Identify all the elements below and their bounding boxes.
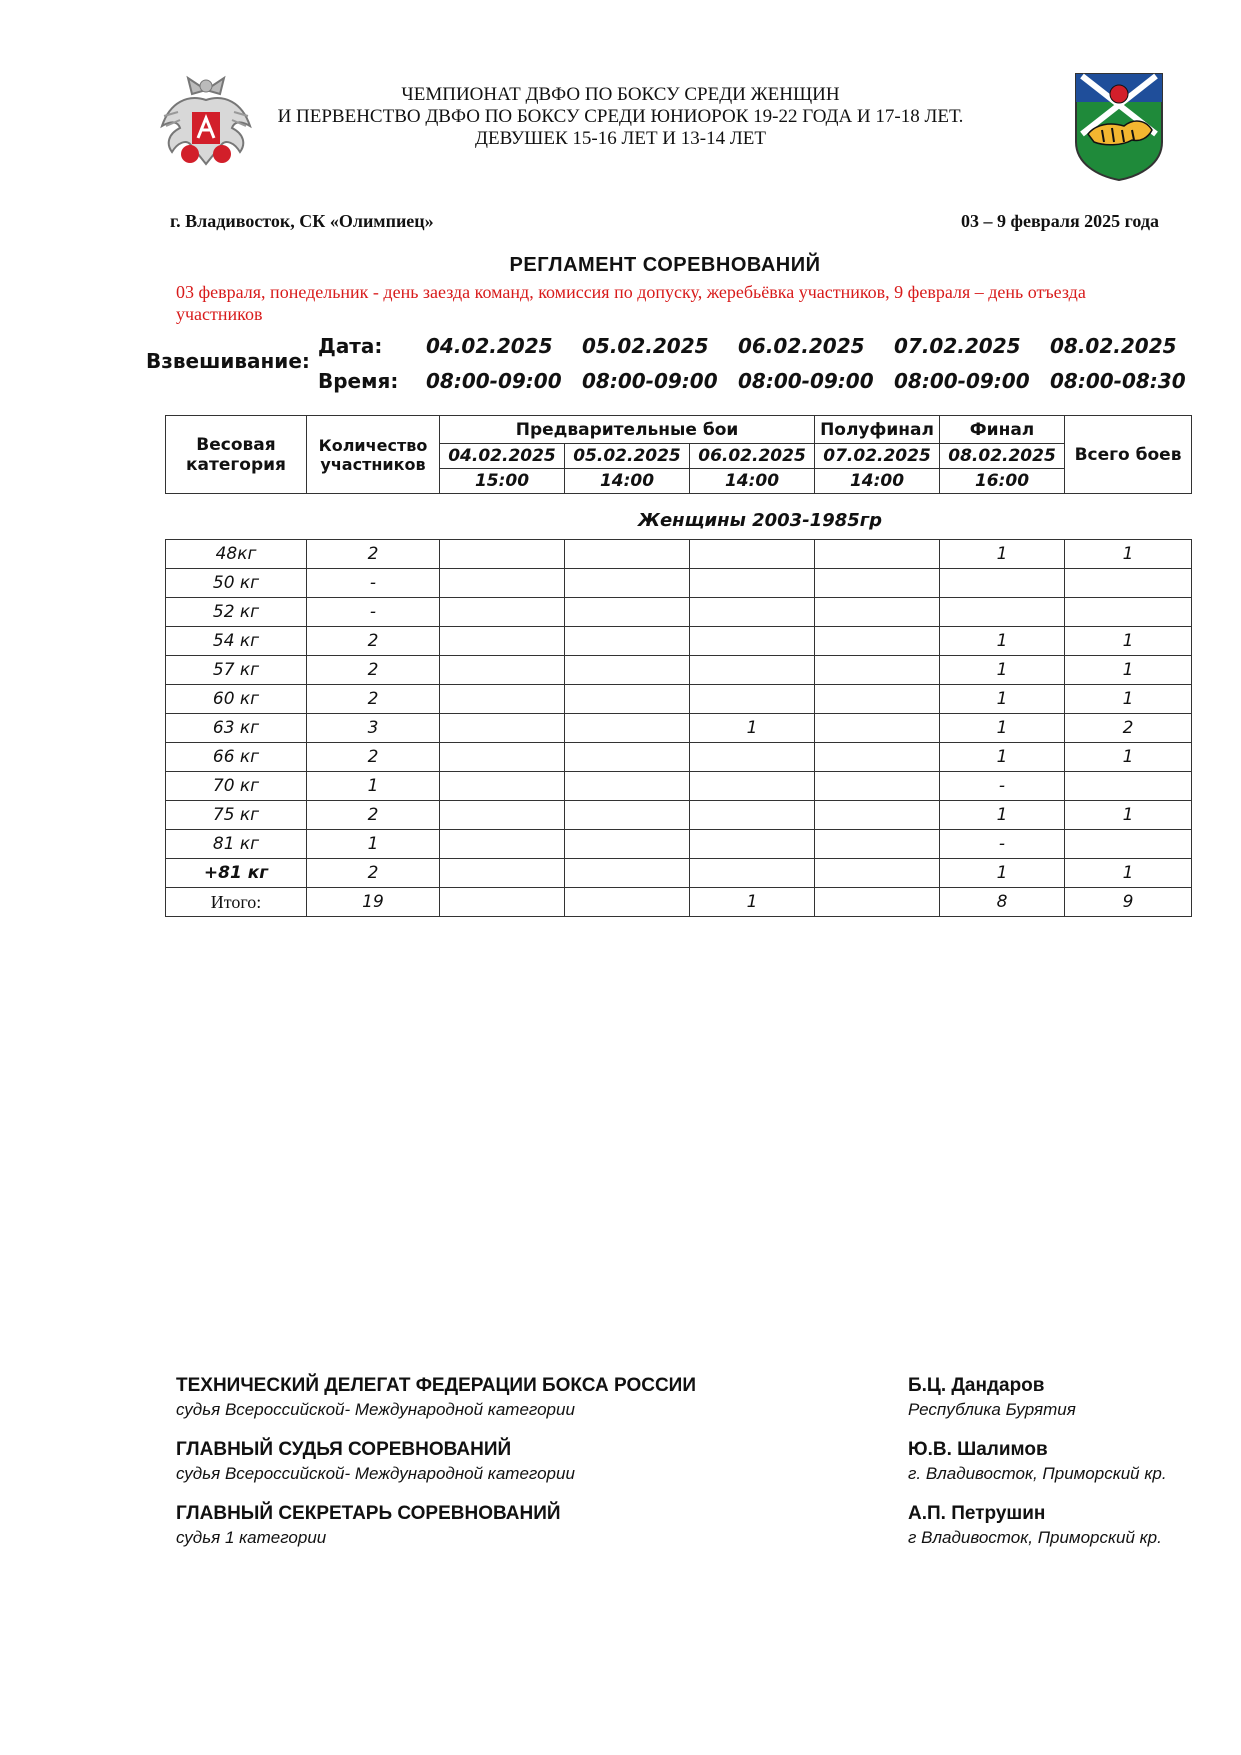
total-cell: 1: [1065, 801, 1192, 830]
final-cell: 1: [940, 540, 1065, 569]
count-cell: 2: [307, 743, 440, 772]
prelim-cell: [565, 743, 690, 772]
prelim-cell: [690, 772, 815, 801]
prelim-cell: [690, 569, 815, 598]
signature-place: г. Владивосток, Приморский кр.: [908, 1464, 1167, 1483]
prelim-cell: [565, 714, 690, 743]
table-row: [166, 540, 1192, 569]
semifinal-cell: [815, 714, 940, 743]
signature-block: [176, 1503, 561, 1548]
count-cell: 2: [307, 801, 440, 830]
signature-role: ГЛАВНЫЙ СЕКРЕТАРЬ СОРЕВНОВАНИЙ: [176, 1503, 561, 1524]
count-cell: 3: [307, 714, 440, 743]
count-cell: 2: [307, 540, 440, 569]
signature-name: Ю.В. Шалимов: [908, 1439, 1048, 1460]
weighin-date: 07.02.2025: [894, 334, 1021, 358]
prelim-cell: [690, 540, 815, 569]
total-cell: 1: [1065, 540, 1192, 569]
signature-subtitle: судья Всероссийской- Международной категории: [176, 1400, 575, 1419]
final-cell: 1: [940, 627, 1065, 656]
header-participant-count: Количество участников: [307, 416, 440, 494]
prelim-cell: [565, 859, 690, 888]
final-cell: 1: [940, 801, 1065, 830]
weight-cell: 48кг: [166, 540, 307, 569]
prelim-cell: [440, 888, 565, 917]
signature-block: [908, 1375, 1076, 1420]
total-cell: [1065, 598, 1192, 627]
weighin-dates-row: [0, 334, 1241, 360]
weighin-time: 08:00-09:00: [582, 369, 718, 393]
total-cell: [1065, 772, 1192, 801]
weighin-time: 08:00-09:00: [894, 369, 1030, 393]
table-row: [166, 569, 1192, 598]
final-cell: [940, 569, 1065, 598]
signature-subtitle: судья Всероссийской- Международной категории: [176, 1464, 575, 1483]
prelim-cell: [690, 685, 815, 714]
prelim-cell: [440, 598, 565, 627]
prelim-cell: 1: [690, 714, 815, 743]
final-cell: 1: [940, 714, 1065, 743]
prelim-cell: [440, 656, 565, 685]
prelim-cell: [565, 540, 690, 569]
signature-place: Республика Бурятия: [908, 1400, 1076, 1419]
signature-subtitle: судья 1 категории: [176, 1528, 327, 1547]
count-cell: 1: [307, 772, 440, 801]
header-time: 14:00: [690, 469, 815, 494]
weight-cell: 63 кг: [166, 714, 307, 743]
total-cell: 1: [1065, 627, 1192, 656]
weighin-date: 06.02.2025: [738, 334, 865, 358]
signature-block: [176, 1375, 696, 1420]
semifinal-cell: [815, 859, 940, 888]
table-row: [166, 714, 1192, 743]
table-row: [166, 598, 1192, 627]
header-date: 07.02.2025: [815, 444, 940, 469]
weight-cell: 57 кг: [166, 656, 307, 685]
signature-name: А.П. Петрушин: [908, 1503, 1046, 1524]
total-label: Итого:: [166, 888, 307, 917]
total-cell: 1: [1065, 859, 1192, 888]
count-cell: 2: [307, 627, 440, 656]
final-cell: 1: [940, 743, 1065, 772]
header-time: 15:00: [440, 469, 565, 494]
signature-block: [176, 1439, 575, 1484]
header-weight-category: Весовая категория: [166, 416, 307, 494]
weight-cell: 54 кг: [166, 627, 307, 656]
final-cell: 1: [940, 685, 1065, 714]
total-cell: 1: [1065, 743, 1192, 772]
signature-role: ГЛАВНЫЙ СУДЬЯ СОРЕВНОВАНИЙ: [176, 1439, 512, 1460]
table-row: [166, 801, 1192, 830]
prelim-cell: [440, 714, 565, 743]
prelim-cell: [690, 627, 815, 656]
signature-block: [908, 1503, 1162, 1548]
weighin-date: 05.02.2025: [582, 334, 709, 358]
regulation-title: РЕГЛАМЕНТ СОРЕВНОВАНИЙ: [509, 254, 821, 276]
prelim-cell: [440, 830, 565, 859]
weighin-time: 08:00-08:30: [1050, 369, 1186, 393]
semifinal-cell: [815, 569, 940, 598]
prelim-cell: [440, 569, 565, 598]
prelim-cell: [690, 830, 815, 859]
final-cell: -: [940, 772, 1065, 801]
semifinal-cell: [815, 656, 940, 685]
header-time: 16:00: [940, 469, 1065, 494]
weight-cell: 52 кг: [166, 598, 307, 627]
weighin-time-label: Время:: [318, 369, 399, 393]
table-row: [166, 685, 1192, 714]
semifinal-cell: [815, 743, 940, 772]
weight-cell: 75 кг: [166, 801, 307, 830]
weighin-time: 08:00-09:00: [426, 369, 562, 393]
semifinal-cell: [815, 801, 940, 830]
schedule-header-table: [165, 415, 1192, 494]
weight-cell: 60 кг: [166, 685, 307, 714]
table-row: [166, 627, 1192, 656]
count-cell: 1: [307, 830, 440, 859]
prelim-cell: [440, 743, 565, 772]
weighin-time: 08:00-09:00: [738, 369, 874, 393]
prelim-cell: [440, 801, 565, 830]
prelim-cell: 1: [690, 888, 815, 917]
header-time: 14:00: [815, 469, 940, 494]
weight-cell: 66 кг: [166, 743, 307, 772]
title-line-3: ДЕВУШЕК 15-16 ЛЕТ И 13-14 ЛЕТ: [475, 128, 766, 149]
prelim-cell: [565, 830, 690, 859]
total-cell: 2: [1065, 714, 1192, 743]
final-cell: -: [940, 830, 1065, 859]
prelim-cell: [690, 656, 815, 685]
table-row: [166, 859, 1192, 888]
total-row: [166, 888, 1192, 917]
table-row: [166, 830, 1192, 859]
prelim-cell: [565, 569, 690, 598]
prelim-cell: [690, 743, 815, 772]
total-cell: 1: [1065, 685, 1192, 714]
regulation-note: 03 февраля, понедельник - день заезда команд, комиссия по допуску, жеребьёвка участников, 9 февраля – день отъезда участников: [176, 282, 1086, 324]
venue-location: г. Владивосток, СК «Олимпиец»: [170, 211, 434, 231]
weighin-date-label: Дата:: [318, 334, 383, 358]
weight-cell: 81 кг: [166, 830, 307, 859]
final-cell: 1: [940, 859, 1065, 888]
prelim-cell: [565, 685, 690, 714]
signature-place: г Владивосток, Приморский кр.: [908, 1528, 1162, 1547]
semifinal-cell: [815, 888, 940, 917]
total-cell: 9: [1065, 888, 1192, 917]
header-final: Финал: [940, 416, 1065, 444]
count-cell: 19: [307, 888, 440, 917]
prelim-cell: [440, 772, 565, 801]
semifinal-cell: [815, 598, 940, 627]
table-row: [166, 656, 1192, 685]
prelim-cell: [440, 859, 565, 888]
signature-role: ТЕХНИЧЕСКИЙ ДЕЛЕГАТ ФЕДЕРАЦИИ БОКСА РОССИИ: [176, 1375, 696, 1396]
final-cell: 8: [940, 888, 1065, 917]
weighin-label: Взвешивание:: [146, 349, 310, 373]
semifinal-cell: [815, 627, 940, 656]
header-date: 08.02.2025: [940, 444, 1065, 469]
prelim-cell: [690, 801, 815, 830]
prelim-cell: [440, 685, 565, 714]
header-preliminary-bouts: Предварительные бои: [440, 416, 815, 444]
semifinal-cell: [815, 772, 940, 801]
header-total-bouts: Всего боев: [1065, 416, 1192, 494]
weighin-times-row: [0, 369, 1241, 395]
header-time: 14:00: [565, 469, 690, 494]
title-line-2: И ПЕРВЕНСТВО ДВФО ПО БОКСУ СРЕДИ ЮНИОРОК 19-22 ГОДА И 17-18 ЛЕТ.: [277, 106, 964, 127]
weight-cell: +81 кг: [166, 859, 307, 888]
prelim-cell: [565, 772, 690, 801]
header-date: 05.02.2025: [565, 444, 690, 469]
weight-cell: 50 кг: [166, 569, 307, 598]
total-cell: [1065, 569, 1192, 598]
prelim-cell: [690, 598, 815, 627]
prelim-cell: [690, 859, 815, 888]
count-cell: 2: [307, 656, 440, 685]
prelim-cell: [565, 627, 690, 656]
weighin-date: 08.02.2025: [1050, 334, 1177, 358]
final-cell: 1: [940, 656, 1065, 685]
prelim-cell: [565, 656, 690, 685]
prelim-cell: [565, 598, 690, 627]
header-semifinal: Полуфинал: [815, 416, 940, 444]
total-cell: [1065, 830, 1192, 859]
age-group-title: Женщины 2003-1985гр: [637, 510, 883, 531]
prelim-cell: [565, 801, 690, 830]
count-cell: -: [307, 569, 440, 598]
prelim-cell: [565, 888, 690, 917]
header-date: 06.02.2025: [690, 444, 815, 469]
title-line-1: ЧЕМПИОНАТ ДВФО ПО БОКСУ СРЕДИ ЖЕНЩИН: [401, 84, 840, 105]
signature-block: [908, 1439, 1167, 1484]
competition-title: [0, 84, 1241, 150]
count-cell: 2: [307, 685, 440, 714]
prelim-cell: [440, 627, 565, 656]
semifinal-cell: [815, 540, 940, 569]
count-cell: 2: [307, 859, 440, 888]
signature-name: Б.Ц. Дандаров: [908, 1375, 1045, 1396]
competition-dates: 03 – 9 февраля 2025 года: [961, 211, 1159, 231]
total-cell: 1: [1065, 656, 1192, 685]
weighin-date: 04.02.2025: [426, 334, 553, 358]
schedule-body-table: [165, 539, 1192, 917]
count-cell: -: [307, 598, 440, 627]
final-cell: [940, 598, 1065, 627]
header-date: 04.02.2025: [440, 444, 565, 469]
semifinal-cell: [815, 830, 940, 859]
weight-cell: 70 кг: [166, 772, 307, 801]
semifinal-cell: [815, 685, 940, 714]
table-row: [166, 772, 1192, 801]
prelim-cell: [440, 540, 565, 569]
table-row: [166, 743, 1192, 772]
